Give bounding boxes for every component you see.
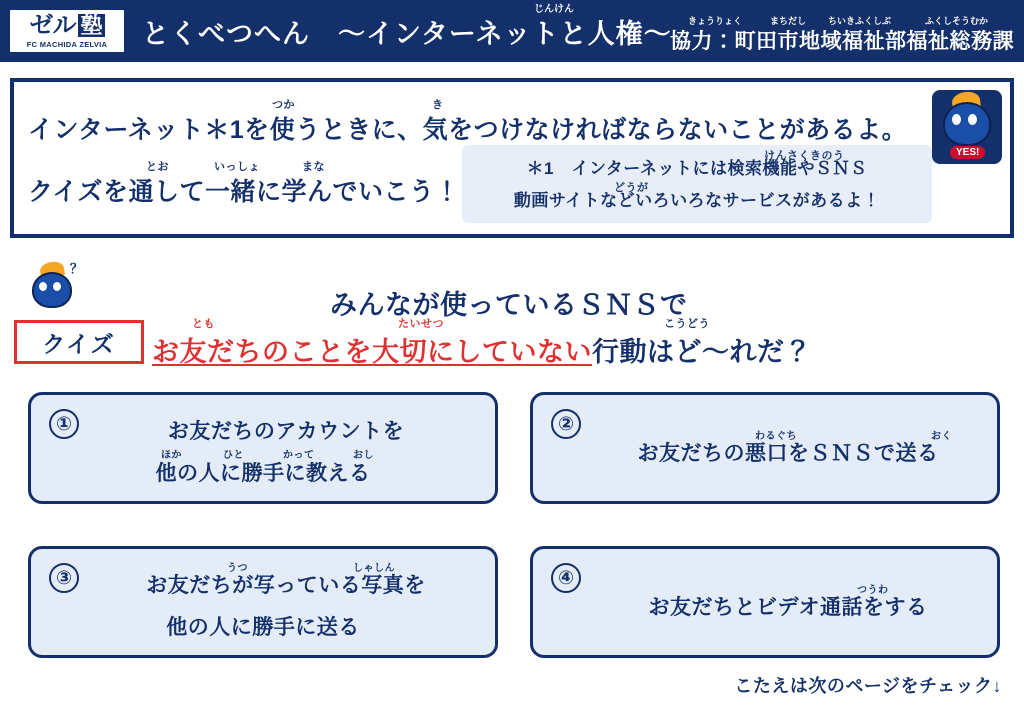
quiz-option-2-ruby-0: わるぐち: [755, 431, 797, 442]
mascot-yes-badge: YES!: [950, 146, 985, 159]
quiz-mascot-eye-right-icon: [53, 282, 61, 291]
footnote-ruby-1: けんさくきのう: [764, 150, 845, 162]
mascot-eye-left-icon: [952, 114, 961, 125]
quiz-question-line-2-rest: 行動はど〜れだ？: [592, 337, 812, 367]
credit-text: 協力：町田市地域福祉部福祉総務課: [670, 30, 1014, 53]
quiz-ruby-0: とも: [192, 318, 215, 330]
page-header: [0, 0, 1024, 62]
quiz-mascot-question-mark: ？: [70, 261, 84, 276]
quiz-option-4-line-1-text: お友だちとビデオ通話をする: [648, 596, 928, 619]
footnote-line-2-text: 動画サイトなどいろいろなサービスがあるよ！: [513, 191, 881, 211]
quiz-option-1-line-2-text: 他の人に勝手に教える: [155, 462, 371, 485]
intro-ruby-2c: まな: [302, 161, 325, 173]
quiz-option-1-ruby-1: ひと: [223, 450, 244, 461]
intro-line-1: [28, 99, 908, 146]
quiz-label-text: クイズ: [42, 330, 116, 357]
quiz-mascot-head-icon: [32, 272, 72, 308]
credit-ruby-row: [670, 14, 1014, 25]
quiz-question-line-2: [152, 318, 812, 369]
footnote-ruby-2: どうが: [614, 182, 649, 195]
quiz-option-3-line-1: [31, 563, 495, 599]
quiz-label-box: [14, 320, 144, 364]
intro-line-2-text: クイズを通して一緒に学んでいこう！: [28, 178, 461, 206]
zelvia-juku-logo: [8, 8, 126, 54]
logo-juku-text: 塾: [80, 12, 103, 38]
quiz-question-line-2-red: お友だちのことを大切にしていない: [152, 337, 592, 367]
credit-ruby-0: きょうりょく: [688, 16, 743, 26]
logo-subtitle: FC MACHIDA ZELVIA: [26, 39, 108, 49]
quiz-option-4-line-1: [533, 585, 997, 621]
credit-ruby-2: ちいきふくしぶ: [828, 16, 892, 26]
footer-note: こたえは次のページをチェック↓: [734, 676, 1002, 696]
quiz-option-1-line-1: お友だちのアカウントを: [167, 420, 405, 443]
intro-line-1-text: インターネット＊1を使うときに、気をつけなければならないことがあるよ。: [28, 116, 908, 144]
footnote-line-1-text: ＊1 インターネットには検索機能やＳＮＳ: [526, 159, 868, 178]
logo-zelvia-text: ゼル: [29, 11, 76, 39]
quiz-option-1-ruby-3: おし: [353, 450, 374, 461]
quiz-ruby-2: こうどう: [664, 318, 710, 330]
credit-block: [670, 14, 1014, 55]
intro-ruby-2b: いっしょ: [214, 161, 260, 173]
footnote-line-2: [462, 182, 932, 217]
intro-panel: [10, 78, 1014, 238]
quiz-option-4-ruby-0: つうわ: [857, 585, 889, 596]
quiz-ruby-1: たいせつ: [398, 318, 444, 330]
quiz-option-3[interactable]: [28, 546, 498, 658]
page-title-text: とくべつへん 〜インターネットと人権〜: [142, 18, 672, 49]
quiz-option-2-number: ②: [551, 409, 581, 439]
quiz-option-3-line-1-text: お友だちが写っている写真を: [146, 574, 426, 597]
intro-ruby-1a: つか: [272, 99, 295, 111]
quiz-mascot-eye-left-icon: [39, 282, 47, 291]
quiz-option-1-number: ①: [49, 409, 79, 439]
quiz-option-3-ruby-0: うつ: [227, 563, 248, 574]
mascot-eye-right-icon: [968, 114, 977, 125]
quiz-option-2-line-1-text: お友だちの悪口をＳＮＳで送る: [637, 442, 939, 465]
footnote-line-1: [462, 150, 932, 185]
quiz-option-4[interactable]: [530, 546, 1000, 658]
quiz-mascot-icon: [26, 258, 84, 320]
quiz-question-line-1: みんなが使っているＳＮＳで: [330, 290, 688, 320]
mascot-head-icon: [943, 102, 991, 146]
quiz-option-2-line-1: [533, 431, 997, 467]
quiz-option-3-number: ③: [49, 563, 79, 593]
quiz-option-1-ruby-2: かって: [283, 450, 315, 461]
quiz-option-3-ruby-1: しゃしん: [353, 563, 395, 574]
intro-ruby-2a: とお: [146, 161, 169, 173]
page-title: [142, 3, 672, 51]
quiz-option-1-ruby-0: ほか: [161, 450, 182, 461]
mascot-badge-icon: [932, 90, 1002, 164]
title-ruby: じんけん: [534, 3, 574, 15]
quiz-option-1-line-2: [31, 450, 495, 487]
footnote-box: [462, 145, 932, 223]
intro-line-2: [28, 161, 461, 208]
logo-wordmark: [29, 11, 104, 39]
quiz-option-2-ruby-1: おく: [931, 431, 952, 442]
intro-ruby-1b: き: [432, 99, 444, 111]
quiz-option-1[interactable]: [28, 392, 498, 504]
credit-ruby-3: ふくしそうむか: [925, 16, 989, 26]
quiz-option-3-line-2: 他の人に勝手に送る: [166, 616, 360, 639]
credit-ruby-1: まちだし: [770, 16, 807, 26]
quiz-option-4-number: ④: [551, 563, 581, 593]
quiz-option-2[interactable]: [530, 392, 1000, 504]
